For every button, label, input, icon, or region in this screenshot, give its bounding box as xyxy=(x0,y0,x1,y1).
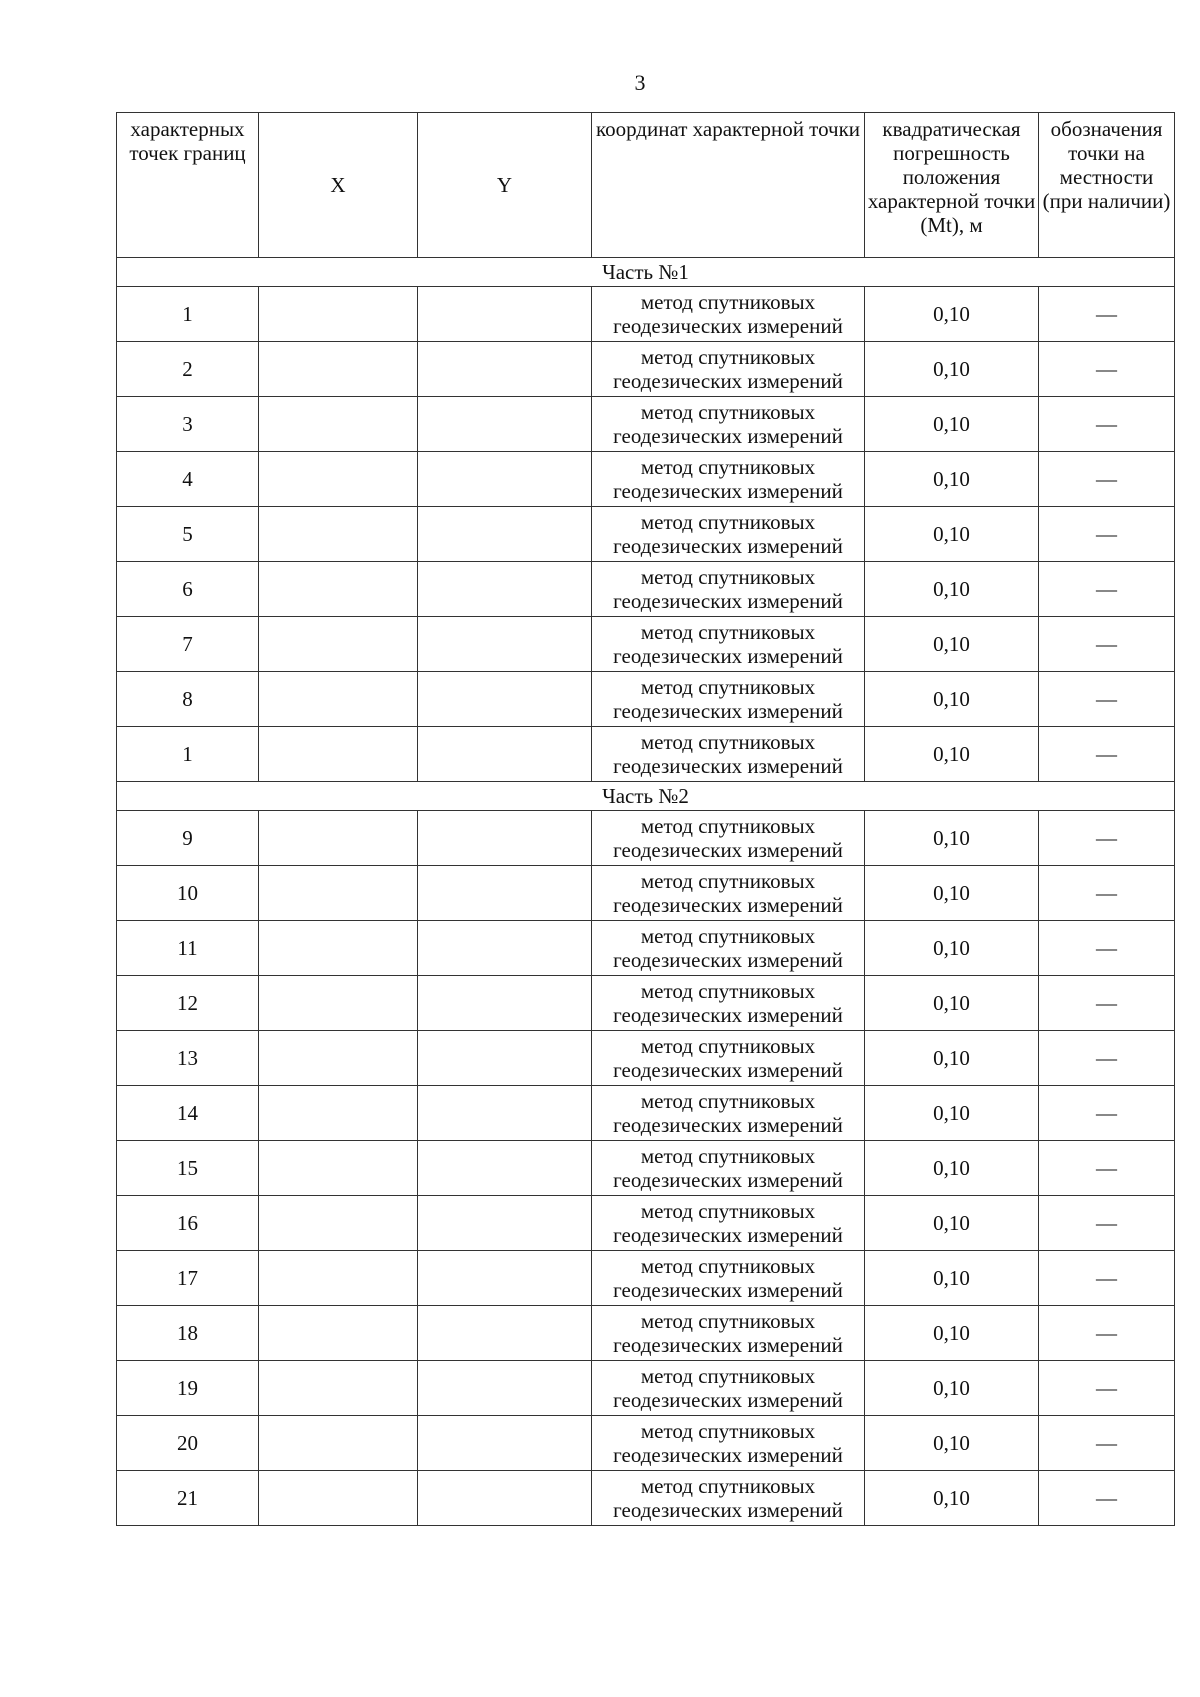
method-cell xyxy=(592,342,865,397)
method-line-2: геодезических измерений xyxy=(613,838,843,862)
x-coordinate-cell xyxy=(259,811,418,866)
method-line-1: метод спутниковых xyxy=(640,869,816,893)
error-value-cell: 0,10 xyxy=(865,1416,1039,1471)
method-line-2: геодезических измерений xyxy=(613,1443,843,1467)
point-number-cell: 3 xyxy=(117,397,259,452)
method-cell xyxy=(592,507,865,562)
method-line-2: геодезических измерений xyxy=(613,1333,843,1357)
marking-cell: — xyxy=(1039,727,1175,782)
method-line-2: геодезических измерений xyxy=(613,1003,843,1027)
y-coordinate-cell xyxy=(418,672,592,727)
table-row xyxy=(117,1306,1175,1361)
marking-cell: — xyxy=(1039,287,1175,342)
method-cell xyxy=(592,1141,865,1196)
marking-cell: — xyxy=(1039,1306,1175,1361)
y-coordinate-cell xyxy=(418,866,592,921)
x-coordinate-cell xyxy=(259,1031,418,1086)
method-line-1: метод спутниковых xyxy=(640,510,816,534)
marking-cell: — xyxy=(1039,866,1175,921)
marking-cell: — xyxy=(1039,976,1175,1031)
table-row xyxy=(117,921,1175,976)
table-row xyxy=(117,866,1175,921)
point-number-cell: 13 xyxy=(117,1031,259,1086)
point-number-cell: 5 xyxy=(117,507,259,562)
marking-cell: — xyxy=(1039,1416,1175,1471)
error-value-cell: 0,10 xyxy=(865,1306,1039,1361)
y-coordinate-cell xyxy=(418,1251,592,1306)
table-row xyxy=(117,397,1175,452)
header-point: характерных точек границ xyxy=(117,113,259,258)
x-coordinate-cell xyxy=(259,1196,418,1251)
method-cell xyxy=(592,562,865,617)
y-coordinate-cell xyxy=(418,921,592,976)
method-line-1: метод спутниковых xyxy=(640,1034,816,1058)
coordinates-table xyxy=(116,112,1175,1526)
error-value-cell: 0,10 xyxy=(865,452,1039,507)
method-cell xyxy=(592,672,865,727)
marking-cell: — xyxy=(1039,562,1175,617)
table-row xyxy=(117,1416,1175,1471)
method-line-1: метод спутниковых xyxy=(640,1199,816,1223)
table-row xyxy=(117,1086,1175,1141)
error-value-cell: 0,10 xyxy=(865,1471,1039,1526)
y-coordinate-cell xyxy=(418,1471,592,1526)
point-number-cell: 2 xyxy=(117,342,259,397)
marking-cell: — xyxy=(1039,811,1175,866)
section-row xyxy=(117,258,1175,287)
marking-cell: — xyxy=(1039,507,1175,562)
method-line-1: метод спутниковых xyxy=(640,1474,816,1498)
error-value-cell: 0,10 xyxy=(865,287,1039,342)
x-coordinate-cell xyxy=(259,1416,418,1471)
point-number-cell: 21 xyxy=(117,1471,259,1526)
section-title: Часть №2 xyxy=(117,782,1175,811)
x-coordinate-cell xyxy=(259,921,418,976)
y-coordinate-cell xyxy=(418,1141,592,1196)
method-line-2: геодезических измерений xyxy=(613,314,843,338)
method-cell xyxy=(592,1306,865,1361)
method-cell xyxy=(592,452,865,507)
method-line-2: геодезических измерений xyxy=(613,1113,843,1137)
table-row xyxy=(117,727,1175,782)
method-line-2: геодезических измерений xyxy=(613,479,843,503)
method-line-2: геодезических измерений xyxy=(613,644,843,668)
y-coordinate-cell xyxy=(418,397,592,452)
x-coordinate-cell xyxy=(259,617,418,672)
point-number-cell: 10 xyxy=(117,866,259,921)
method-line-1: метод спутниковых xyxy=(640,730,816,754)
table-body xyxy=(117,113,1175,1526)
error-value-cell: 0,10 xyxy=(865,811,1039,866)
table-row xyxy=(117,617,1175,672)
x-coordinate-cell xyxy=(259,452,418,507)
marking-cell: — xyxy=(1039,1196,1175,1251)
table-row xyxy=(117,1141,1175,1196)
method-line-1: метод спутниковых xyxy=(640,620,816,644)
method-line-1: метод спутниковых xyxy=(640,400,816,424)
method-line-2: геодезических измерений xyxy=(613,754,843,778)
header-marking: обозначения точки на местности (при наличии) xyxy=(1039,113,1175,258)
method-cell xyxy=(592,1086,865,1141)
y-coordinate-cell xyxy=(418,727,592,782)
marking-cell: — xyxy=(1039,617,1175,672)
marking-cell: — xyxy=(1039,452,1175,507)
method-line-1: метод спутниковых xyxy=(640,1309,816,1333)
point-number-cell: 19 xyxy=(117,1361,259,1416)
error-value-cell: 0,10 xyxy=(865,1141,1039,1196)
page-number: 3 xyxy=(634,70,646,95)
point-number-cell: 8 xyxy=(117,672,259,727)
error-value-cell: 0,10 xyxy=(865,1196,1039,1251)
header-method: координат характерной точки xyxy=(592,113,865,258)
y-coordinate-cell xyxy=(418,1031,592,1086)
x-coordinate-cell xyxy=(259,342,418,397)
method-line-1: метод спутниковых xyxy=(640,345,816,369)
method-line-2: геодезических измерений xyxy=(613,1278,843,1302)
method-line-2: геодезических измерений xyxy=(613,424,843,448)
method-cell xyxy=(592,1196,865,1251)
error-value-cell: 0,10 xyxy=(865,397,1039,452)
y-coordinate-cell xyxy=(418,1196,592,1251)
error-value-cell: 0,10 xyxy=(865,1086,1039,1141)
point-number-cell: 17 xyxy=(117,1251,259,1306)
table-row xyxy=(117,811,1175,866)
point-number-cell: 6 xyxy=(117,562,259,617)
header-row xyxy=(117,113,1175,258)
marking-cell: — xyxy=(1039,1086,1175,1141)
x-coordinate-cell xyxy=(259,1471,418,1526)
x-coordinate-cell xyxy=(259,1086,418,1141)
table-row xyxy=(117,287,1175,342)
x-coordinate-cell xyxy=(259,1141,418,1196)
marking-cell: — xyxy=(1039,1141,1175,1196)
y-coordinate-cell xyxy=(418,342,592,397)
section-row xyxy=(117,782,1175,811)
error-value-cell: 0,10 xyxy=(865,562,1039,617)
method-cell xyxy=(592,397,865,452)
method-line-2: геодезических измерений xyxy=(613,589,843,613)
header-y: Y xyxy=(418,113,592,258)
method-line-2: геодезических измерений xyxy=(613,893,843,917)
marking-cell: — xyxy=(1039,672,1175,727)
method-cell xyxy=(592,921,865,976)
x-coordinate-cell xyxy=(259,866,418,921)
error-value-cell: 0,10 xyxy=(865,672,1039,727)
error-value-cell: 0,10 xyxy=(865,976,1039,1031)
method-line-2: геодезических измерений xyxy=(613,1388,843,1412)
table-row xyxy=(117,1031,1175,1086)
table-row xyxy=(117,1471,1175,1526)
marking-cell: — xyxy=(1039,342,1175,397)
method-line-1: метод спутниковых xyxy=(640,675,816,699)
point-number-cell: 1 xyxy=(117,727,259,782)
x-coordinate-cell xyxy=(259,727,418,782)
point-number-cell: 12 xyxy=(117,976,259,1031)
method-line-2: геодезических измерений xyxy=(613,948,843,972)
error-value-cell: 0,10 xyxy=(865,342,1039,397)
method-line-1: метод спутниковых xyxy=(640,814,816,838)
table-row xyxy=(117,1251,1175,1306)
y-coordinate-cell xyxy=(418,507,592,562)
method-cell xyxy=(592,1251,865,1306)
x-coordinate-cell xyxy=(259,1251,418,1306)
point-number-cell: 14 xyxy=(117,1086,259,1141)
y-coordinate-cell xyxy=(418,617,592,672)
error-value-cell: 0,10 xyxy=(865,727,1039,782)
method-line-1: метод спутниковых xyxy=(640,1144,816,1168)
method-cell xyxy=(592,811,865,866)
header-x: X xyxy=(259,113,418,258)
y-coordinate-cell xyxy=(418,1306,592,1361)
y-coordinate-cell xyxy=(418,1416,592,1471)
x-coordinate-cell xyxy=(259,507,418,562)
method-cell xyxy=(592,976,865,1031)
table-row xyxy=(117,562,1175,617)
marking-cell: — xyxy=(1039,1031,1175,1086)
error-value-cell: 0,10 xyxy=(865,617,1039,672)
point-number-cell: 1 xyxy=(117,287,259,342)
error-value-cell: 0,10 xyxy=(865,921,1039,976)
table-row xyxy=(117,452,1175,507)
point-number-cell: 4 xyxy=(117,452,259,507)
point-number-cell: 15 xyxy=(117,1141,259,1196)
section-title: Часть №1 xyxy=(117,258,1175,287)
method-cell xyxy=(592,1361,865,1416)
method-line-1: метод спутниковых xyxy=(640,1419,816,1443)
table-row xyxy=(117,976,1175,1031)
y-coordinate-cell xyxy=(418,976,592,1031)
method-cell xyxy=(592,727,865,782)
error-value-cell: 0,10 xyxy=(865,866,1039,921)
method-line-2: геодезических измерений xyxy=(613,1498,843,1522)
method-line-2: геодезических измерений xyxy=(613,1223,843,1247)
y-coordinate-cell xyxy=(418,562,592,617)
header-error: квадратическая погрешность положения характерной точки (Mt), м xyxy=(865,113,1039,258)
x-coordinate-cell xyxy=(259,672,418,727)
point-number-cell: 7 xyxy=(117,617,259,672)
table-row xyxy=(117,672,1175,727)
marking-cell: — xyxy=(1039,1251,1175,1306)
method-cell xyxy=(592,1471,865,1526)
method-cell xyxy=(592,1031,865,1086)
marking-cell: — xyxy=(1039,1471,1175,1526)
y-coordinate-cell xyxy=(418,452,592,507)
table-row xyxy=(117,1361,1175,1416)
y-coordinate-cell xyxy=(418,287,592,342)
method-line-1: метод спутниковых xyxy=(640,979,816,1003)
method-line-1: метод спутниковых xyxy=(640,924,816,948)
error-value-cell: 0,10 xyxy=(865,1251,1039,1306)
y-coordinate-cell xyxy=(418,1086,592,1141)
method-line-1: метод спутниковых xyxy=(640,1364,816,1388)
x-coordinate-cell xyxy=(259,976,418,1031)
method-cell xyxy=(592,287,865,342)
method-line-1: метод спутниковых xyxy=(640,290,816,314)
point-number-cell: 16 xyxy=(117,1196,259,1251)
point-number-cell: 20 xyxy=(117,1416,259,1471)
method-line-1: метод спутниковых xyxy=(640,455,816,479)
point-number-cell: 9 xyxy=(117,811,259,866)
method-cell xyxy=(592,617,865,672)
method-cell xyxy=(592,1416,865,1471)
method-line-2: геодезических измерений xyxy=(613,1058,843,1082)
method-line-2: геодезических измерений xyxy=(613,534,843,558)
table-row xyxy=(117,342,1175,397)
error-value-cell: 0,10 xyxy=(865,507,1039,562)
method-line-1: метод спутниковых xyxy=(640,1254,816,1278)
method-line-2: геодезических измерений xyxy=(613,369,843,393)
method-line-1: метод спутниковых xyxy=(640,1089,816,1113)
method-line-2: геодезических измерений xyxy=(613,699,843,723)
x-coordinate-cell xyxy=(259,287,418,342)
x-coordinate-cell xyxy=(259,397,418,452)
method-cell xyxy=(592,866,865,921)
y-coordinate-cell xyxy=(418,811,592,866)
x-coordinate-cell xyxy=(259,1361,418,1416)
table-row xyxy=(117,507,1175,562)
marking-cell: — xyxy=(1039,1361,1175,1416)
method-line-2: геодезических измерений xyxy=(613,1168,843,1192)
point-number-cell: 18 xyxy=(117,1306,259,1361)
error-value-cell: 0,10 xyxy=(865,1031,1039,1086)
method-line-1: метод спутниковых xyxy=(640,565,816,589)
x-coordinate-cell xyxy=(259,562,418,617)
table-row xyxy=(117,1196,1175,1251)
marking-cell: — xyxy=(1039,921,1175,976)
x-coordinate-cell xyxy=(259,1306,418,1361)
marking-cell: — xyxy=(1039,397,1175,452)
error-value-cell: 0,10 xyxy=(865,1361,1039,1416)
point-number-cell: 11 xyxy=(117,921,259,976)
y-coordinate-cell xyxy=(418,1361,592,1416)
